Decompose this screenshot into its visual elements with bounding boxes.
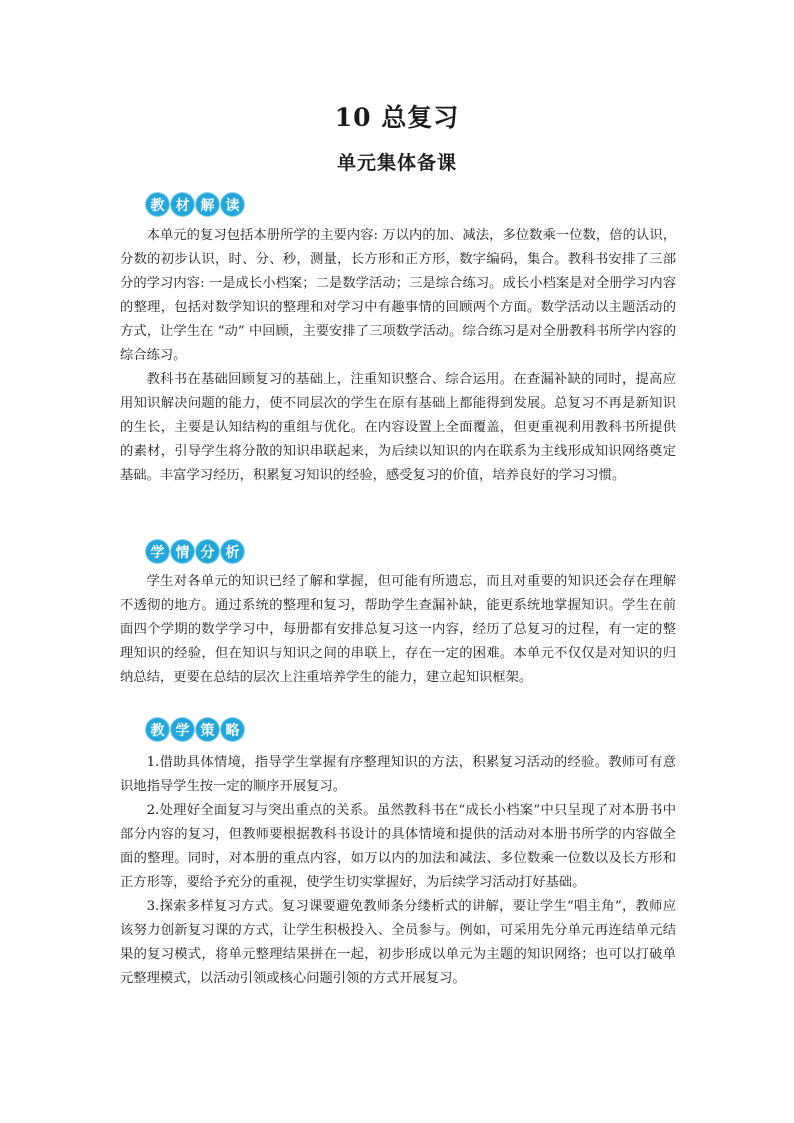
badge-char: 学 bbox=[146, 540, 169, 563]
badge-char: 分 bbox=[196, 540, 219, 563]
paragraph: 3.探索多样复习方式。复习课要避免教师条分缕析式的讲解，要让学生“唱主角”，教师应该努力创新复习课的方式，让学生积极投入、全员参与。例如，可采用先分单元再连结单元结果的复习模式，将单元整理结果拼在一起，初步形成以单元为主题的知识网络；也可以打破单元整理模式，以活动引领或核心问题引领的方式开展复习。 bbox=[120, 899, 676, 986]
section-teaching-strategy bbox=[120, 751, 676, 991]
paragraph: 1.借助具体情境，指导学生掌握有序整理知识的方法，积累复习活动的经验。教师可有意识地指导学生按一定的顺序开展复习。 bbox=[120, 755, 676, 794]
paragraph: 学生对各单元的知识已经了解和掌握，但可能有所遗忘，而且对重要的知识还会存在理解不透彻的地方。通过系统的整理和复习，帮助学生查漏补缺，能更系统地掌握知识。学生在前面四个学期的数学学习中，每册都有安排总复习这一内容，经历了总复习的过程，有一定的整理知识的经验，但在知识与知识之间的串联上，存在一定的困难。本单元不仅仅是对知识的归纳总结，更要在总结的层次上注重培养学生的能力，建立起知识框架。 bbox=[120, 574, 676, 685]
page-title: 10 总复习 bbox=[334, 103, 460, 132]
badge-char: 略 bbox=[221, 718, 244, 741]
badge-char: 策 bbox=[196, 718, 219, 741]
badge-char: 学 bbox=[171, 718, 194, 741]
section-badge-textbook-reading bbox=[146, 193, 244, 216]
badge-char: 解 bbox=[196, 193, 219, 216]
paragraph: 教科书在基础回顾复习的基础上，注重知识整合、综合运用。在查漏补缺的同时，提高应用知识解决问题的能力，使不同层次的学生在原有基础上都能得到发展。总复习不再是新知识的生长，主要是认知结构的重组与优化。在内容设置上全面覆盖，但更重视利用教科书所提供的素材，引导学生将分散的知识串联起来，为后续以知识的内在联系为主线形成知识网络奠定基础。丰富学习经历，积累复习知识的经验，感受复习的价值，培养良好的学习习惯。 bbox=[120, 372, 676, 483]
badge-char: 教 bbox=[146, 193, 169, 216]
badge-char: 教 bbox=[146, 718, 169, 741]
paragraph: 本单元的复习包括本册所学的主要内容: 万以内的加、减法，多位数乘一位数，倍的认识，分数的初步认识，时、分、秒，测量，长方形和正方形，数字编码，集合。教科书安排了三部分的学习内容: 一是成长小档案；二是数学活动；三是综合练习。成长小档案是对全册学习内容的整理，包括对数学知识的整理和对学习中有趣事情的回顾两个方面。数学活动以主题活动的方式，让学生在 “动” 中回顾，主要安排了三项数学活动。综合练习是对全册教科书所学内容的综合练习。 bbox=[120, 228, 676, 363]
badge-char: 情 bbox=[171, 540, 194, 563]
page-subtitle: 单元集体备课 bbox=[336, 152, 457, 174]
badge-char: 读 bbox=[221, 193, 244, 216]
section-badge-learning-analysis bbox=[146, 540, 244, 563]
badge-char: 材 bbox=[171, 193, 194, 216]
paragraph: 2.处理好全面复习与突出重点的关系。虽然教科书在“成长小档案”中只呈现了对本册书中部分内容的复习，但教师要根据教科书设计的具体情境和提供的活动对本册书所学的内容做全面的整理。同时，对本册的重点内容，如万以内的加法和减法、多位数乘一位数以及长方形和正方形等，要给予充分的重视，使学生切实掌握好，为后续学习活动打好基础。 bbox=[120, 803, 676, 890]
badge-char: 析 bbox=[221, 540, 244, 563]
section-learning-analysis bbox=[120, 570, 676, 690]
section-textbook-reading bbox=[120, 224, 676, 488]
section-badge-teaching-strategy bbox=[146, 718, 244, 741]
